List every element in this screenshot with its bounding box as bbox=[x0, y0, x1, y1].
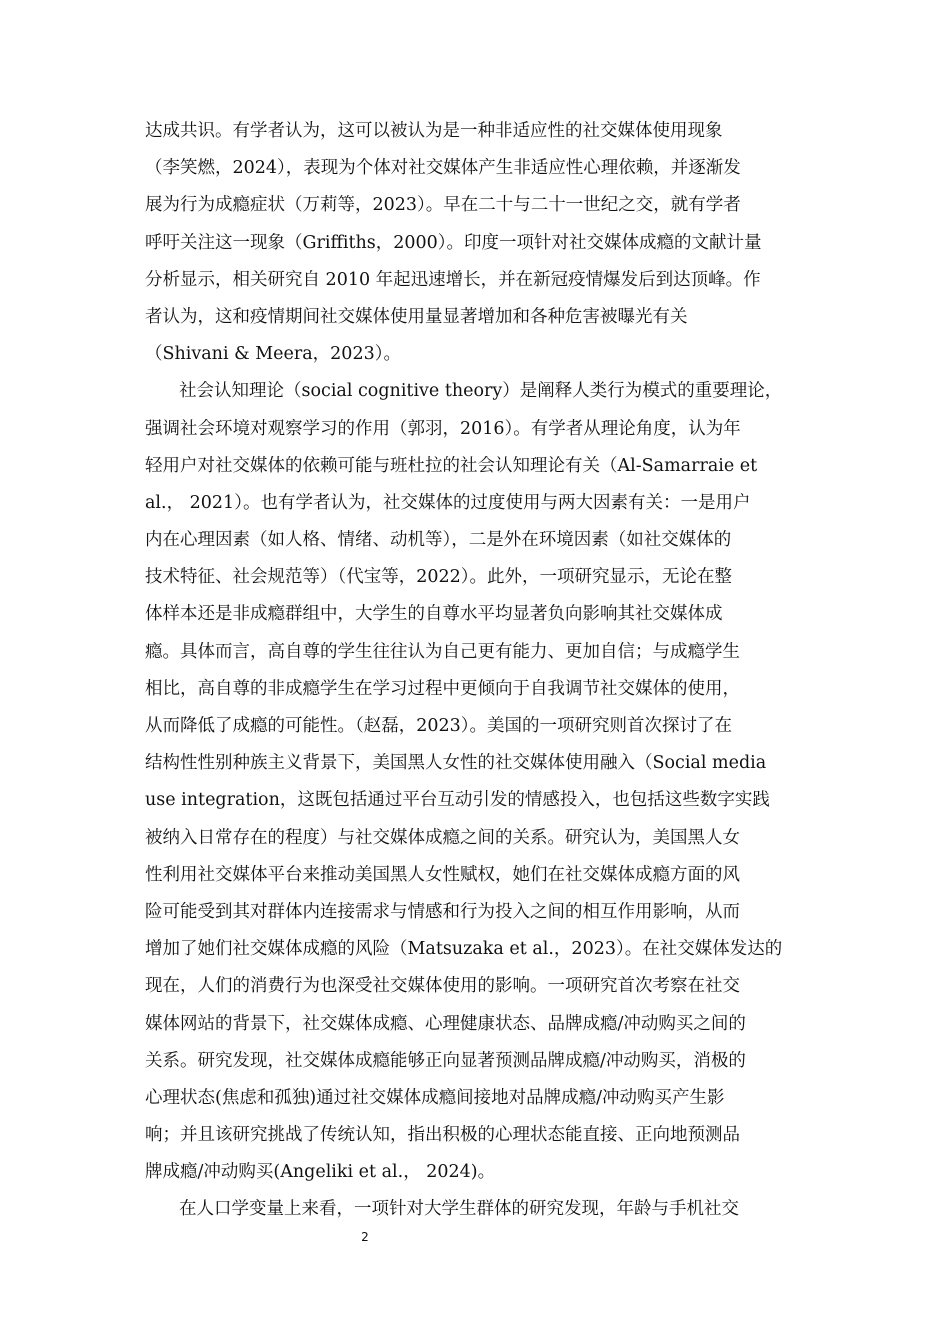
paragraph bbox=[145, 373, 810, 1191]
text-line: 体样本还是非成瘾群组中，大学生的自尊水平均显著负向影响其社交媒体成 bbox=[145, 604, 723, 625]
paragraph bbox=[145, 113, 810, 373]
text-line: 性利用社交媒体平台来推动美国黑人女性赋权，她们在社交媒体成瘾方面的风 bbox=[145, 864, 740, 885]
text-line: 在人口学变量上来看，一项针对大学生群体的研究发现，年龄与手机社交 bbox=[179, 1199, 739, 1220]
text-line: 展为行为成瘾症状（万莉等，2023）。早在二十与二十一世纪之交，就有学者 bbox=[145, 195, 741, 216]
text-line: 心理状态(焦虑和孤独)通过社交媒体成瘾间接地对品牌成瘾/冲动购买产生影 bbox=[145, 1087, 725, 1108]
text-line: 分析显示，相关研究自 2010 年起迅速增长，并在新冠疫情爆发后到达顶峰。作 bbox=[145, 269, 761, 290]
text-line: 轻用户对社交媒体的依赖可能与班杜拉的社会认知理论有关（Al-Samarraie et bbox=[145, 455, 758, 476]
body-text bbox=[145, 113, 810, 1229]
text-line: 结构性性别种族主义背景下，美国黑人女性的社交媒体使用融入（Social media bbox=[145, 753, 767, 774]
text-line: 响；并且该研究挑战了传统认知，指出积极的心理状态能直接、正向地预测品 bbox=[145, 1125, 740, 1146]
text-line: 强调社会环境对观察学习的作用（郭羽，2016）。有学者从理论角度，认为年 bbox=[145, 418, 741, 439]
text-line: （Shivani & Meera，2023）。 bbox=[145, 344, 401, 365]
text-line: 瘾。具体而言，高自尊的学生往往认为自己更有能力、更加自信；与成瘾学生 bbox=[145, 641, 740, 662]
text-line: 者认为，这和疫情期间社交媒体使用量显著增加和各种危害被曝光有关 bbox=[145, 306, 688, 327]
text-line: al.， 2021）。也有学者认为，社交媒体的过度使用与两大因素有关：一是用户 bbox=[145, 492, 751, 513]
text-line: 达成共识。有学者认为，这可以被认为是一种非适应性的社交媒体使用现象 bbox=[145, 121, 723, 141]
text-line: use integration，这既包括通过平台互动引发的情感投入，也包括这些数字实践 bbox=[145, 790, 770, 811]
text-line: 技术特征、社会规范等）（代宝等，2022）。此外，一项研究显示，无论在整 bbox=[145, 567, 733, 588]
text-line: 关系。研究发现，社交媒体成瘾能够正向显著预测品牌成瘾/冲动购买，消极的 bbox=[145, 1050, 746, 1071]
text-line: 内在心理因素（如人格、情绪、动机等），二是外在环境因素（如社交媒体的 bbox=[145, 530, 732, 551]
text-line: 呼吁关注这一现象（Griffiths，2000）。印度一项针对社交媒体成瘾的文献计量 bbox=[145, 232, 762, 253]
text-line: 相比，高自尊的非成瘾学生在学习过程中更倾向于自我调节社交媒体的使用， bbox=[145, 678, 740, 699]
paragraph bbox=[145, 1191, 810, 1228]
text-line: 增加了她们社交媒体成瘾的风险（Matsuzaka et al.，2023）。在社交媒体发达的 bbox=[145, 939, 783, 960]
text-line: （李笑燃，2024），表现为个体对社交媒体产生非适应性心理依赖，并逐渐发 bbox=[145, 158, 741, 179]
text-line: 被纳入日常存在的程度）与社交媒体成瘾之间的关系。研究认为，美国黑人女 bbox=[145, 827, 740, 848]
text-line: 媒体网站的背景下，社交媒体成瘾、心理健康状态、品牌成瘾/冲动购买之间的 bbox=[145, 1013, 746, 1034]
text-line: 社会认知理论（social cognitive theory）是阐释人类行为模式的重要理论， bbox=[179, 381, 783, 402]
text-line: 现在，人们的消费行为也深受社交媒体使用的影响。一项研究首次考察在社交 bbox=[145, 976, 740, 997]
text-line: 险可能受到其对群体内连接需求与情感和行为投入之间的相互作用影响，从而 bbox=[145, 901, 740, 922]
page-number: 2 bbox=[361, 1230, 369, 1244]
text-line: 从而降低了成瘾的可能性。（赵磊，2023）。美国的一项研究则首次探讨了在 bbox=[145, 716, 733, 736]
text-line: 牌成瘾/冲动购买(Angeliki et al.， 2024)。 bbox=[145, 1162, 496, 1183]
